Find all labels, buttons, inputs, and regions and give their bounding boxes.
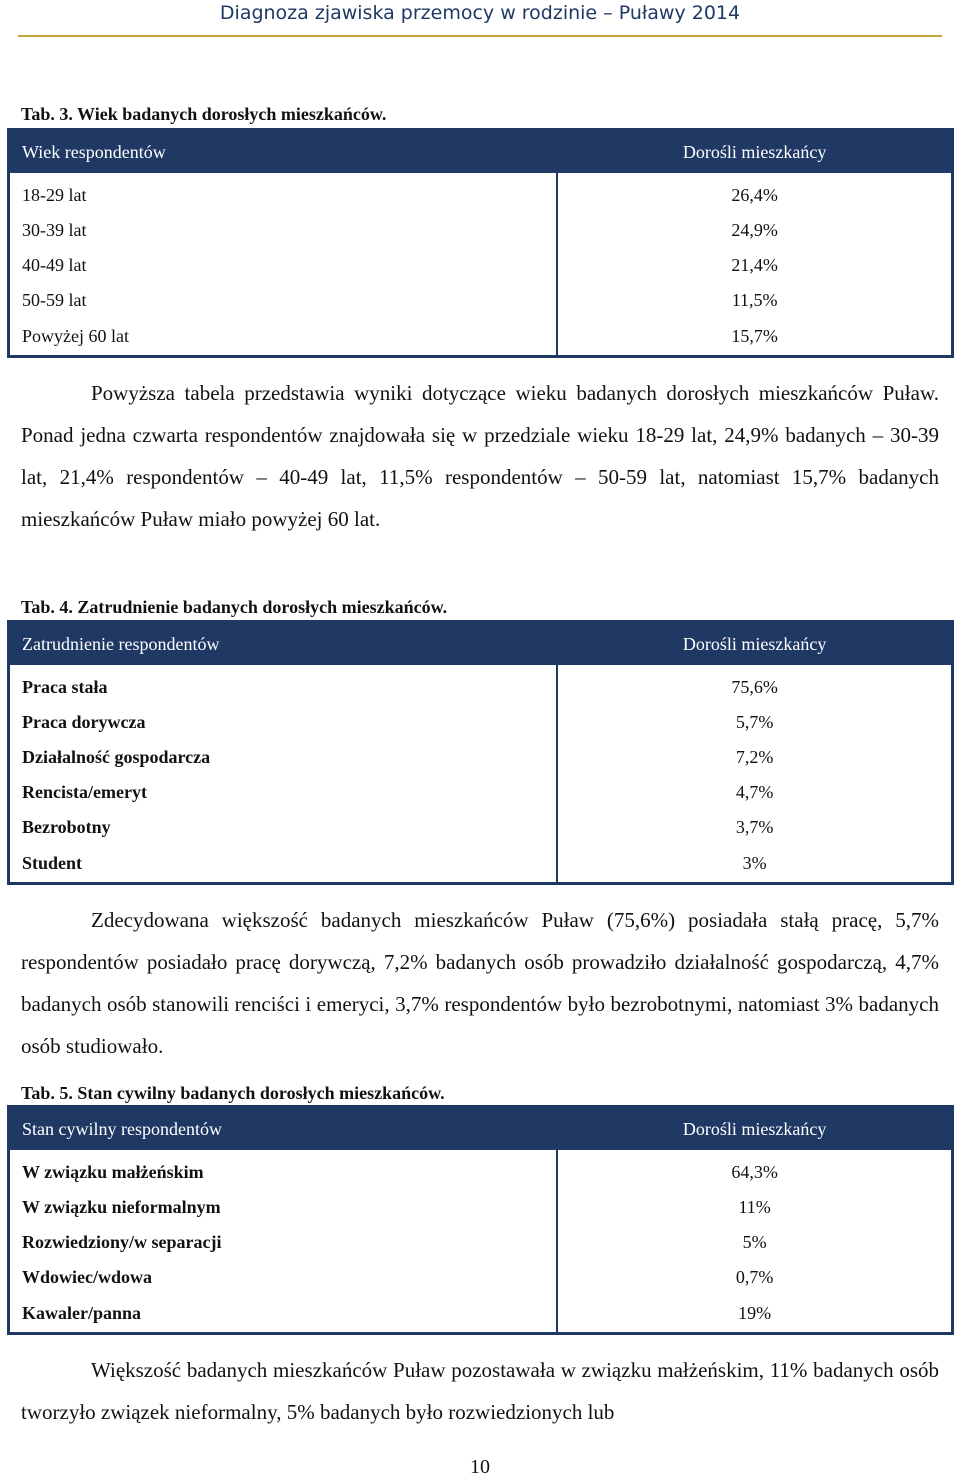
table-row (9, 173, 953, 213)
row-value: 5,7% (735, 712, 774, 732)
row-label: 40-49 lat (9, 248, 558, 283)
column-header-label: Zatrudnienie respondentów (9, 622, 558, 666)
table-age (7, 128, 954, 358)
table-3-caption: Tab. 3. Wiek badanych dorosłych mieszkańców. (21, 104, 387, 124)
table-row (9, 705, 953, 740)
table-row (9, 1260, 953, 1295)
row-label: Rozwiedziony/w separacji (9, 1225, 558, 1260)
table-row (9, 248, 953, 283)
row-label: Student (9, 845, 558, 883)
table-row (9, 810, 953, 845)
row-label: W związku małżeńskim (9, 1150, 558, 1190)
row-value: 75,6% (731, 677, 778, 697)
paragraph-employment-summary: Zdecydowana większość badanych mieszkańców Puław (75,6%) posiadała stałą pracę, 5,7% respondentów posiadało pracę dorywczą, 7,2% badanych osób prowadziło działalność gospodarczą, 4,7% badanych osób stanowili renciści i emeryci, 3,7% respondentów było bezrobotnymi, natomiast 3% badanych osób studiowało. (21, 908, 939, 1058)
table-row (9, 283, 953, 318)
column-header-value: Dorośli mieszkańcy (557, 622, 952, 666)
table-header-row (9, 622, 953, 666)
paragraph-marital-summary: Większość badanych mieszkańców Puław pozostawała w związku małżeńskim, 11% badanych osób tworzyło związek nieformalny, 5% badanych było rozwiedzionych lub (21, 1358, 939, 1424)
row-value: 26,4% (731, 185, 778, 205)
row-label: W związku nieformalnym (9, 1190, 558, 1225)
running-header: Diagnoza zjawiska przemocy w rodzinie – Puławy 2014 (219, 2, 741, 24)
table-row (9, 318, 953, 356)
table-4-caption: Tab. 4. Zatrudnienie badanych dorosłych mieszkańców. (21, 597, 448, 617)
table-row (9, 775, 953, 810)
row-label: 30-39 lat (9, 213, 558, 248)
row-value: 64,3% (731, 1162, 778, 1182)
column-header-value: Dorośli mieszkańcy (557, 1107, 952, 1151)
row-value: 3,7% (735, 817, 774, 837)
column-header-label: Wiek respondentów (9, 130, 558, 174)
row-value: 7,2% (735, 747, 774, 767)
row-label: Praca dorywcza (9, 705, 558, 740)
row-value: 24,9% (731, 220, 778, 240)
row-value: 0,7% (735, 1267, 774, 1287)
table-employment (7, 620, 954, 885)
table-row (9, 1225, 953, 1260)
table-row (9, 1190, 953, 1225)
table-5-caption: Tab. 5. Stan cywilny badanych dorosłych mieszkańców. (21, 1083, 445, 1103)
row-value: 11% (738, 1197, 771, 1217)
row-label: 50-59 lat (9, 283, 558, 318)
table-row (9, 845, 953, 883)
table-row (9, 213, 953, 248)
row-label: Działalność gospodarcza (9, 740, 558, 775)
paragraph-age-summary: Powyższa tabela przedstawia wyniki dotyczące wieku badanych dorosłych mieszkańców Puław. Ponad jedna czwarta respondentów znajdowała się w przedziale wieku 18-29 lat, 24,9% badanych – 30-39 lat, 21,4% respondentów – 40-49 lat, 11,5% respondentów – 50-59 lat, natomiast 15,7% badanych mieszkańców Puław miało powyżej 60 lat. (21, 381, 939, 531)
row-value: 21,4% (731, 255, 778, 275)
row-label: Rencista/emeryt (9, 775, 558, 810)
row-value: 4,7% (735, 782, 774, 802)
row-value: 3% (742, 852, 767, 873)
table-row (9, 1150, 953, 1190)
table-header-row (9, 1107, 953, 1151)
table-row (9, 1295, 953, 1333)
page-number: 10 (470, 1456, 490, 1478)
row-label: Wdowiec/wdowa (9, 1260, 558, 1295)
table-marital-status (7, 1105, 954, 1335)
row-label: Kawaler/panna (9, 1295, 558, 1333)
table-row (9, 665, 953, 705)
row-value: 11,5% (731, 290, 778, 310)
row-value: 5% (742, 1232, 767, 1252)
row-label: Bezrobotny (9, 810, 558, 845)
row-label: Powyżej 60 lat (9, 318, 558, 356)
column-header-label: Stan cywilny respondentów (9, 1107, 558, 1151)
row-value: 15,7% (731, 325, 778, 346)
row-value: 19% (738, 1302, 772, 1323)
table-row (9, 740, 953, 775)
header-rule (18, 35, 942, 37)
row-label: 18-29 lat (9, 173, 558, 213)
column-header-value: Dorośli mieszkańcy (557, 130, 952, 174)
table-header-row (9, 130, 953, 174)
row-label: Praca stała (9, 665, 558, 705)
